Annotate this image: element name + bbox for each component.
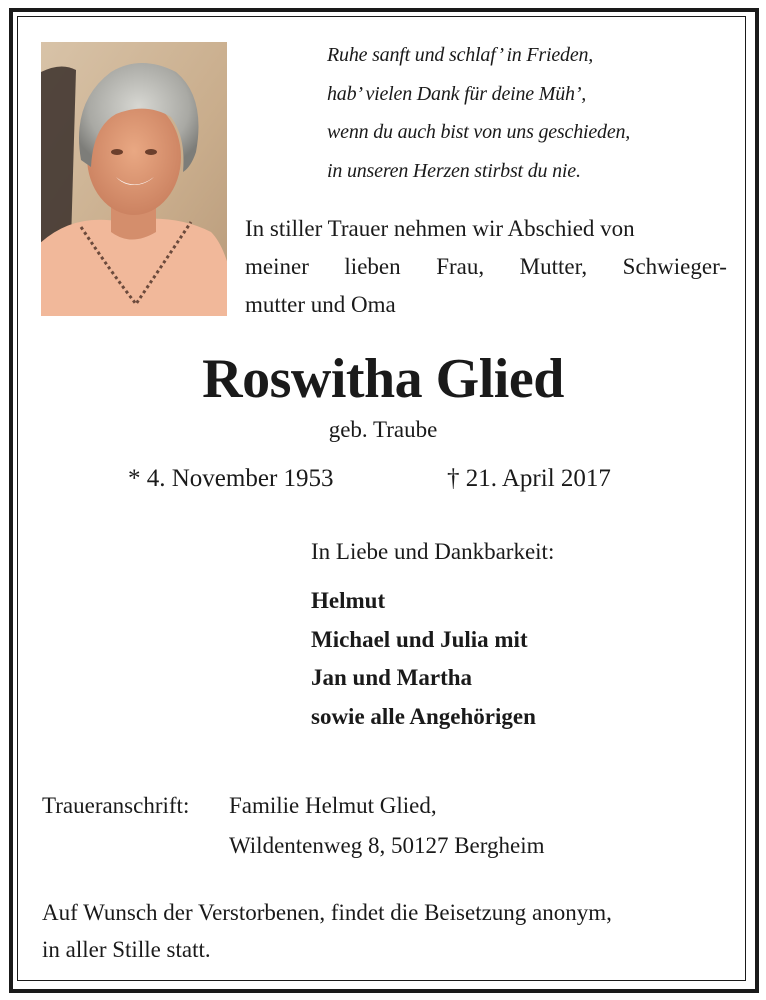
burial-notice xyxy=(42,894,732,968)
mourning-intro xyxy=(245,210,727,324)
birth-date: * 4. November 1953 xyxy=(128,465,334,492)
mourners-list xyxy=(311,582,536,736)
thanks-line: In Liebe und Dankbarkeit: xyxy=(311,539,555,564)
intro-line: mutter und Oma xyxy=(245,292,396,317)
notice-line: in aller Stille statt. xyxy=(42,937,211,962)
portrait-photo-graphic xyxy=(41,42,227,316)
intro-line: In stiller Trauer nehmen wir Abschied von xyxy=(245,216,635,241)
intro-word: Schwieger- xyxy=(622,254,727,279)
address-line: Familie Helmut Glied, xyxy=(229,793,437,818)
poem-line: in unseren Herzen stirbst du nie. xyxy=(327,159,581,182)
death-date: † 21. April 2017 xyxy=(447,465,611,492)
mourner: Michael und Julia mit xyxy=(311,626,528,652)
address-line: Wildentenweg 8, 50127 Bergheim xyxy=(229,833,545,858)
intro-line-justified xyxy=(245,248,727,286)
address-label: Traueranschrift: xyxy=(42,793,190,818)
intro-word: meiner xyxy=(245,254,309,279)
poem-line: Ruhe sanft und schlaf’ in Frieden, xyxy=(327,44,594,66)
intro-word: Frau, xyxy=(436,254,485,279)
portrait-photo xyxy=(41,42,227,316)
poem-line: wenn du auch bist von uns geschieden, xyxy=(327,121,631,143)
deceased-name: Roswitha Glied xyxy=(202,348,564,410)
birth-name: geb. Traube xyxy=(328,417,438,442)
intro-word: Mutter, xyxy=(519,254,588,279)
mourner: Jan und Martha xyxy=(311,665,473,690)
notice-line: Auf Wunsch der Verstorbenen, findet die Beisetzung anonym, xyxy=(42,900,612,925)
intro-word: lieben xyxy=(344,254,401,279)
memorial-poem xyxy=(327,36,737,190)
poem-line: hab’ vielen Dank für deine Müh’, xyxy=(327,82,587,105)
mourner: Helmut xyxy=(311,588,386,613)
mourner: sowie alle Angehörigen xyxy=(311,703,536,729)
